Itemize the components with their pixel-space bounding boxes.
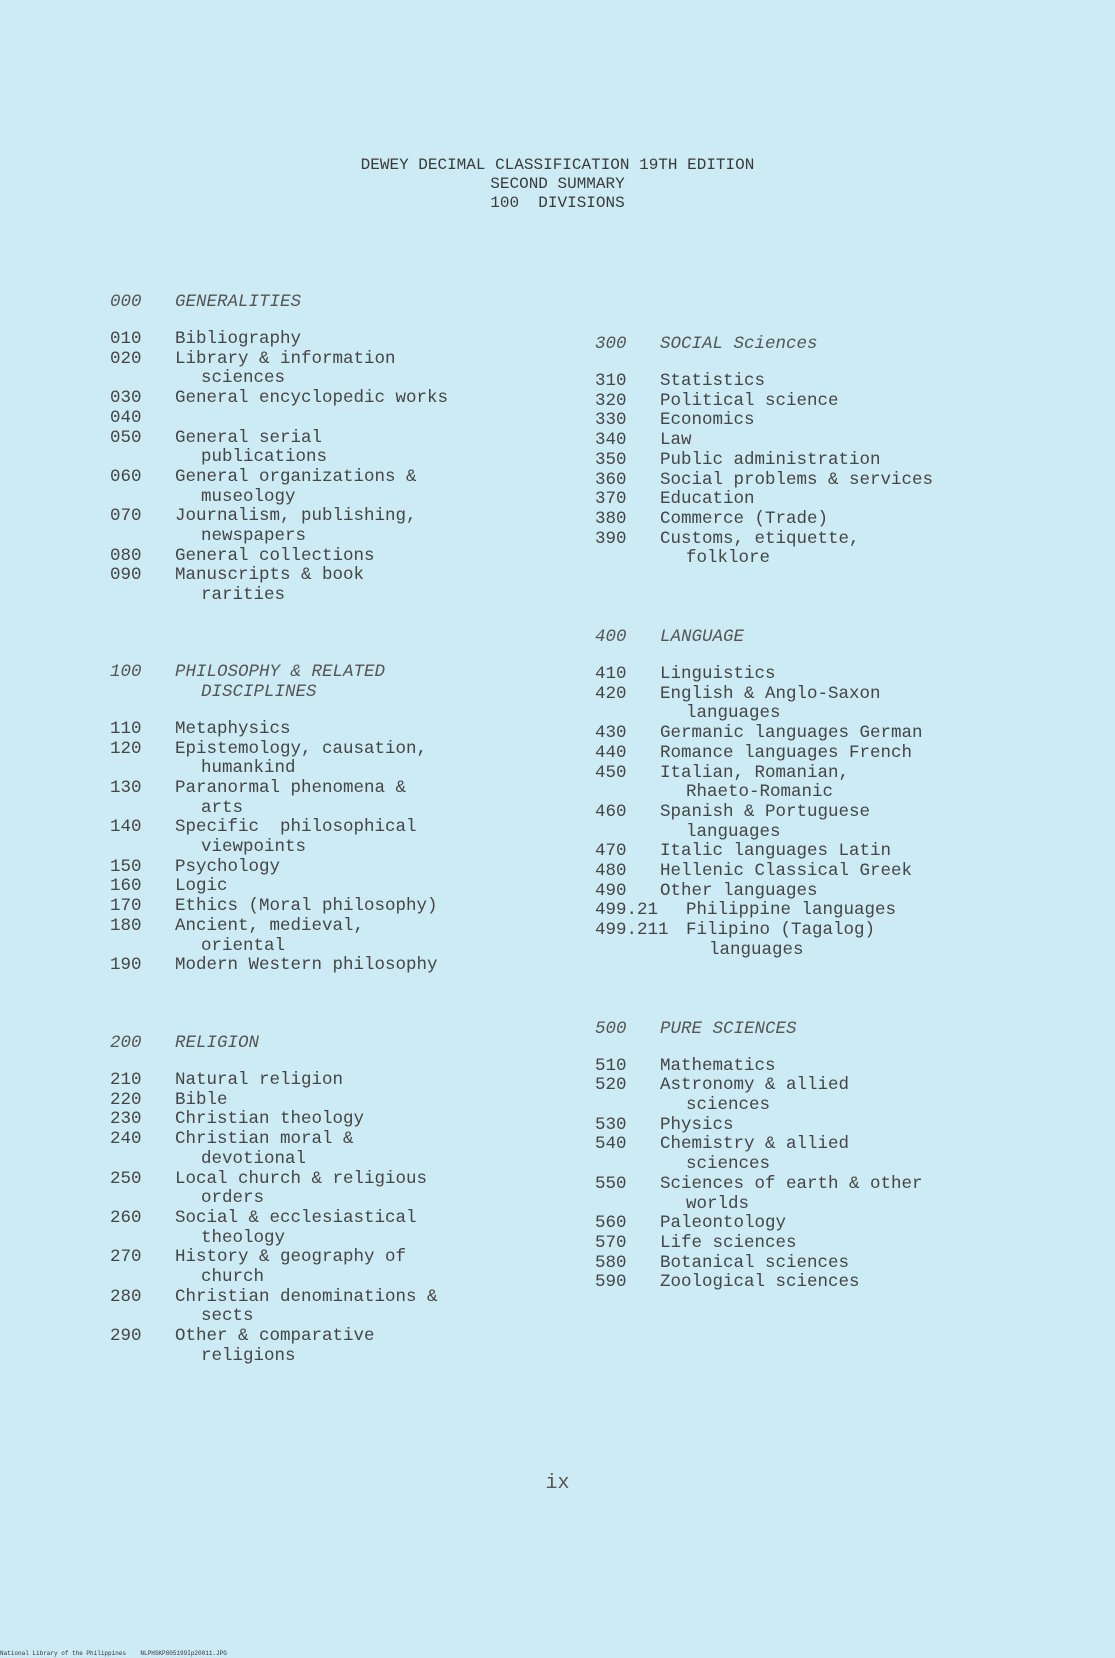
division-label-line: Manuscripts & book (175, 565, 365, 586)
division-label (175, 897, 438, 917)
division-code: 120 (110, 738, 142, 759)
division-label (175, 877, 228, 897)
division-label-line: newspapers (201, 526, 307, 547)
division-label (660, 530, 860, 569)
division-row (595, 901, 933, 921)
division-code: 240 (110, 1129, 142, 1150)
division-code: 370 (595, 489, 627, 510)
division-label-line: languages (686, 821, 781, 842)
division-code: 090 (110, 565, 142, 586)
division-row (595, 431, 933, 451)
division-label-line: devotional (201, 1148, 307, 1169)
division-code: 130 (110, 777, 142, 798)
division-label-line (175, 408, 186, 428)
division-label (175, 917, 364, 956)
section-title-line: GENERALITIES (175, 292, 302, 312)
division-label-line: Mathematics (660, 1055, 776, 1076)
division-label-line: Spanish & Portuguese (660, 801, 871, 822)
division-code: 060 (110, 466, 142, 487)
division-label-line: rarities (201, 585, 286, 606)
division-label (175, 1110, 364, 1130)
division-row (110, 389, 448, 409)
division-row (595, 1175, 933, 1214)
division-label-line: Christian denominations & (175, 1286, 438, 1307)
section-title (660, 1019, 797, 1039)
division-list (110, 330, 448, 606)
left-column (110, 292, 448, 1367)
section-100 (110, 662, 448, 976)
division-row (110, 1327, 448, 1366)
division-label-line: Specific philosophical (175, 817, 417, 838)
division-code: 330 (595, 410, 627, 431)
division-list (110, 720, 448, 976)
division-row (110, 1170, 448, 1209)
division-row (110, 409, 448, 429)
division-label-line: General serial (175, 427, 323, 448)
division-code: 390 (595, 528, 627, 549)
division-row (110, 858, 448, 878)
division-code: 040 (110, 407, 142, 428)
header-title: DEWEY DECIMAL CLASSIFICATION 19TH EDITION (360, 156, 755, 174)
division-code: 560 (595, 1213, 627, 1234)
division-label (175, 779, 406, 818)
division-label-line: Ancient, medieval, (175, 915, 365, 936)
division-label (660, 411, 755, 431)
section-title (175, 292, 301, 312)
section-title (660, 334, 818, 354)
division-label (175, 547, 375, 567)
division-label (660, 744, 912, 764)
division-label (660, 431, 692, 451)
division-code: 320 (595, 390, 627, 411)
division-code: 140 (110, 817, 142, 838)
division-label-line: Sciences of earth & other (660, 1173, 923, 1194)
division-code: 080 (110, 545, 142, 566)
division-code: 230 (110, 1109, 142, 1130)
right-column (595, 334, 933, 1293)
division-label (175, 1209, 417, 1248)
division-code: 470 (595, 841, 627, 862)
division-label (660, 471, 933, 491)
division-label (175, 1170, 427, 1209)
division-row (595, 842, 933, 862)
division-label (175, 350, 396, 389)
division-row (110, 956, 448, 976)
division-label-line: viewpoints (201, 837, 307, 858)
division-row (595, 921, 933, 960)
division-label (660, 764, 849, 803)
division-row (110, 1071, 448, 1091)
division-row (595, 451, 933, 471)
division-row (595, 392, 933, 412)
section-heading (110, 1033, 448, 1053)
section-heading (595, 627, 933, 647)
division-row (595, 372, 933, 392)
division-label-line: Logic (175, 876, 228, 897)
division-row (595, 665, 933, 685)
division-row (595, 764, 933, 803)
division-label (175, 1248, 406, 1287)
division-code: 050 (110, 427, 142, 448)
division-code: 570 (595, 1232, 627, 1253)
division-label (175, 720, 291, 740)
division-row (110, 897, 448, 917)
division-label-line: Chemistry & allied (660, 1134, 850, 1155)
division-row (110, 429, 448, 468)
division-label (686, 901, 896, 921)
division-row (110, 350, 448, 389)
section-heading (595, 1019, 933, 1039)
division-label (660, 1076, 849, 1115)
division-list (595, 665, 933, 961)
division-code: 460 (595, 801, 627, 822)
division-row (595, 882, 933, 902)
division-code: 310 (595, 371, 627, 391)
division-code: 499.21 (595, 900, 659, 921)
division-code: 550 (595, 1173, 627, 1194)
division-label (175, 566, 364, 605)
division-code: 480 (595, 861, 627, 882)
division-label-line: theology (201, 1227, 286, 1248)
division-code: 340 (595, 430, 627, 451)
section-title-line: SOCIAL Sciences (660, 334, 818, 354)
division-label (660, 803, 870, 842)
division-label-line: Romance languages French (660, 742, 913, 763)
division-label-line: Education (660, 489, 755, 510)
division-row (595, 510, 933, 530)
division-row (110, 566, 448, 605)
division-row (110, 720, 448, 740)
division-code: 350 (595, 449, 627, 470)
division-label-line: arts (201, 797, 244, 818)
division-list (595, 1057, 933, 1293)
division-code: 440 (595, 742, 627, 763)
division-label-line: sciences (201, 368, 286, 389)
division-label (175, 389, 448, 409)
division-label-line: folklore (686, 548, 771, 569)
section-heading (110, 662, 448, 702)
division-label-line: publications (201, 447, 328, 468)
division-row (110, 1288, 448, 1327)
division-label-line: sciences (686, 1094, 771, 1115)
division-label-line: Modern Western philosophy (175, 955, 438, 976)
division-label (660, 490, 755, 510)
division-code: 580 (595, 1252, 627, 1273)
section-500 (595, 1019, 933, 1293)
division-label-line: Italic languages Latin (660, 841, 892, 862)
division-label-line: Metaphysics (175, 718, 291, 739)
division-row (595, 411, 933, 431)
division-row (595, 1057, 933, 1077)
division-row (595, 530, 933, 569)
division-row (595, 1214, 933, 1234)
division-label-line: Epistemology, causation, (175, 738, 428, 759)
division-row (110, 468, 448, 507)
division-code: 520 (595, 1075, 627, 1096)
division-label (660, 451, 881, 471)
section-title-line: RELIGION (175, 1032, 260, 1053)
division-row (595, 803, 933, 842)
division-label (175, 330, 301, 350)
division-label-line: Customs, etiquette, (660, 528, 860, 549)
division-label-line: Christian theology (175, 1109, 365, 1130)
division-code: 499.211 (595, 920, 669, 941)
division-label (660, 1135, 849, 1174)
division-code: 280 (110, 1286, 142, 1307)
division-label-line: Local church & religious (175, 1168, 428, 1189)
division-code: 070 (110, 506, 142, 527)
division-label (175, 956, 438, 976)
division-label (660, 1057, 776, 1077)
division-row (595, 1273, 933, 1293)
division-code: 410 (595, 664, 627, 685)
division-code: 030 (110, 388, 142, 409)
division-label (175, 1130, 354, 1169)
division-label (660, 882, 818, 902)
section-code: 400 (595, 627, 627, 648)
division-label-line: sects (201, 1306, 254, 1327)
division-row (110, 917, 448, 956)
division-code: 510 (595, 1055, 627, 1076)
division-row (110, 1130, 448, 1169)
division-label (660, 665, 776, 685)
section-heading (595, 334, 933, 354)
section-heading (110, 292, 448, 312)
division-code: 360 (595, 469, 627, 490)
division-label-line: Filipino (Tagalog) (686, 920, 876, 941)
division-label (660, 1175, 923, 1214)
division-code: 250 (110, 1168, 142, 1189)
division-code: 210 (110, 1069, 142, 1090)
division-label (660, 1254, 849, 1274)
division-row (110, 779, 448, 818)
division-row (595, 490, 933, 510)
division-list (110, 1071, 448, 1367)
division-label-line: Law (660, 430, 692, 451)
division-label (660, 685, 881, 724)
division-label (175, 468, 417, 507)
division-code: 260 (110, 1207, 142, 1228)
division-label-line: oriental (201, 935, 286, 956)
division-label (175, 1091, 228, 1111)
division-label-line: Economics (660, 410, 755, 431)
division-code: 190 (110, 955, 142, 976)
division-label (175, 429, 327, 468)
division-row (110, 1110, 448, 1130)
division-code: 150 (110, 856, 142, 877)
footer-caption: National Library of the Philippines NLPHSKP805199Ip20011.JPG (0, 1650, 227, 1657)
division-label (660, 842, 891, 862)
division-row (110, 740, 448, 779)
division-row (110, 1209, 448, 1248)
division-row (595, 862, 933, 882)
division-label-line: religions (201, 1345, 296, 1366)
division-label-line: worlds (686, 1193, 750, 1214)
header-divisions: 100 DIVISIONS (490, 194, 625, 212)
division-label-line: Physics (660, 1114, 734, 1135)
division-row (110, 1248, 448, 1287)
header-subtitle: SECOND SUMMARY (490, 175, 625, 193)
division-label (175, 507, 417, 546)
division-label-line: Hellenic Classical Greek (660, 861, 913, 882)
division-label-line: Bibliography (175, 329, 302, 349)
section-title-line: LANGUAGE (660, 627, 745, 648)
division-label-line: Botanical sciences (660, 1252, 850, 1273)
division-code: 450 (595, 762, 627, 783)
division-label (686, 921, 875, 960)
division-list (595, 372, 933, 569)
division-row (595, 471, 933, 491)
division-code: 270 (110, 1247, 142, 1268)
division-label-line: Astronomy & allied (660, 1075, 850, 1096)
section-code: 300 (595, 334, 627, 354)
division-row (110, 877, 448, 897)
division-label (175, 409, 186, 429)
division-code: 160 (110, 876, 142, 897)
division-label-line: Political science (660, 390, 839, 411)
division-code: 590 (595, 1272, 627, 1293)
division-row (110, 818, 448, 857)
division-row (595, 1254, 933, 1274)
division-label (175, 1327, 375, 1366)
division-code: 540 (595, 1134, 627, 1155)
division-label-line: Psychology (175, 856, 281, 877)
division-label (660, 1116, 734, 1136)
section-title (660, 627, 744, 647)
section-title-line: PURE SCIENCES (660, 1018, 797, 1039)
division-label-line: Natural religion (175, 1069, 344, 1090)
division-label-line: Public administration (660, 449, 881, 470)
section-title-line: DISCIPLINES (201, 681, 317, 702)
section-title-line: PHILOSOPHY & RELATED (175, 661, 386, 682)
division-code: 490 (595, 880, 627, 901)
division-label (660, 1234, 797, 1254)
division-row (110, 547, 448, 567)
division-label-line: General encyclopedic works (175, 388, 449, 409)
division-label-line: General collections (175, 545, 375, 566)
division-label (175, 740, 427, 779)
division-label (660, 862, 912, 882)
division-label-line: Christian moral & (175, 1129, 354, 1150)
division-code: 220 (110, 1089, 142, 1110)
division-label-line: languages (686, 703, 781, 724)
division-row (110, 507, 448, 546)
division-code: 020 (110, 348, 142, 369)
division-label-line: Paranormal phenomena & (175, 777, 407, 798)
section-title (175, 662, 385, 702)
division-label-line: Library & information (175, 348, 396, 369)
division-code: 530 (595, 1114, 627, 1135)
division-label-line: Ethics (Moral philosophy) (175, 896, 438, 917)
division-label (660, 1214, 786, 1234)
division-row (595, 1135, 933, 1174)
division-row (595, 1076, 933, 1115)
division-label-line: humankind (201, 758, 296, 779)
division-row (595, 724, 933, 744)
division-label (175, 858, 280, 878)
division-label-line: Life sciences (660, 1232, 797, 1253)
division-label-line: museology (201, 486, 296, 507)
division-code: 380 (595, 508, 627, 529)
division-row (595, 744, 933, 764)
division-code: 420 (595, 683, 627, 704)
division-label-line: English & Anglo-Saxon (660, 683, 881, 704)
division-label-line: orders (201, 1188, 265, 1209)
page-number: ix (545, 1472, 570, 1495)
division-label-line: Philippine languages (686, 900, 897, 921)
division-label (660, 1273, 860, 1293)
division-label-line: Social & ecclesiastical (175, 1207, 417, 1228)
division-label-line: languages (709, 939, 804, 960)
division-label (175, 818, 417, 857)
division-label-line: Zoological sciences (660, 1272, 860, 1293)
division-row (595, 1234, 933, 1254)
division-row (595, 1116, 933, 1136)
division-label (660, 372, 765, 392)
division-row (595, 685, 933, 724)
division-label (175, 1071, 343, 1091)
division-label-line: Rhaeto-Romanic (686, 782, 834, 803)
division-label-line: General organizations & (175, 466, 417, 487)
section-400 (595, 627, 933, 961)
division-label-line: Linguistics (660, 664, 776, 685)
division-label-line: Italian, Romanian, (660, 762, 850, 783)
document-header (0, 156, 1115, 213)
division-label-line: Other languages (660, 880, 818, 901)
division-label-line: church (201, 1267, 265, 1288)
division-row (110, 1091, 448, 1111)
division-label-line: Journalism, publishing, (175, 506, 417, 527)
section-000 (110, 292, 448, 606)
division-label-line: Paleontology (660, 1213, 787, 1234)
division-code: 170 (110, 896, 142, 917)
section-code: 100 (110, 661, 142, 682)
section-title (175, 1033, 259, 1053)
division-code: 430 (595, 723, 627, 744)
division-label (660, 724, 923, 744)
section-200 (110, 1033, 448, 1367)
division-label-line: Bible (175, 1089, 228, 1110)
section-code: 000 (110, 292, 142, 312)
division-row (110, 330, 448, 350)
division-label (175, 1288, 438, 1327)
division-code: 110 (110, 718, 142, 739)
division-label-line: History & geography of (175, 1247, 407, 1268)
division-label-line: Commerce (Trade) (660, 508, 829, 529)
section-code: 500 (595, 1018, 627, 1039)
division-label-line: Social problems & services (660, 469, 934, 490)
section-300 (595, 334, 933, 569)
division-code: 290 (110, 1326, 142, 1347)
section-code: 200 (110, 1032, 142, 1053)
division-label (660, 392, 839, 412)
division-code: 010 (110, 329, 142, 349)
division-label (660, 510, 828, 530)
division-code: 180 (110, 915, 142, 936)
division-label-line: Other & comparative (175, 1326, 375, 1347)
division-label-line: Statistics (660, 371, 766, 391)
division-label-line: sciences (686, 1154, 771, 1175)
division-label-line: Germanic languages German (660, 723, 923, 744)
